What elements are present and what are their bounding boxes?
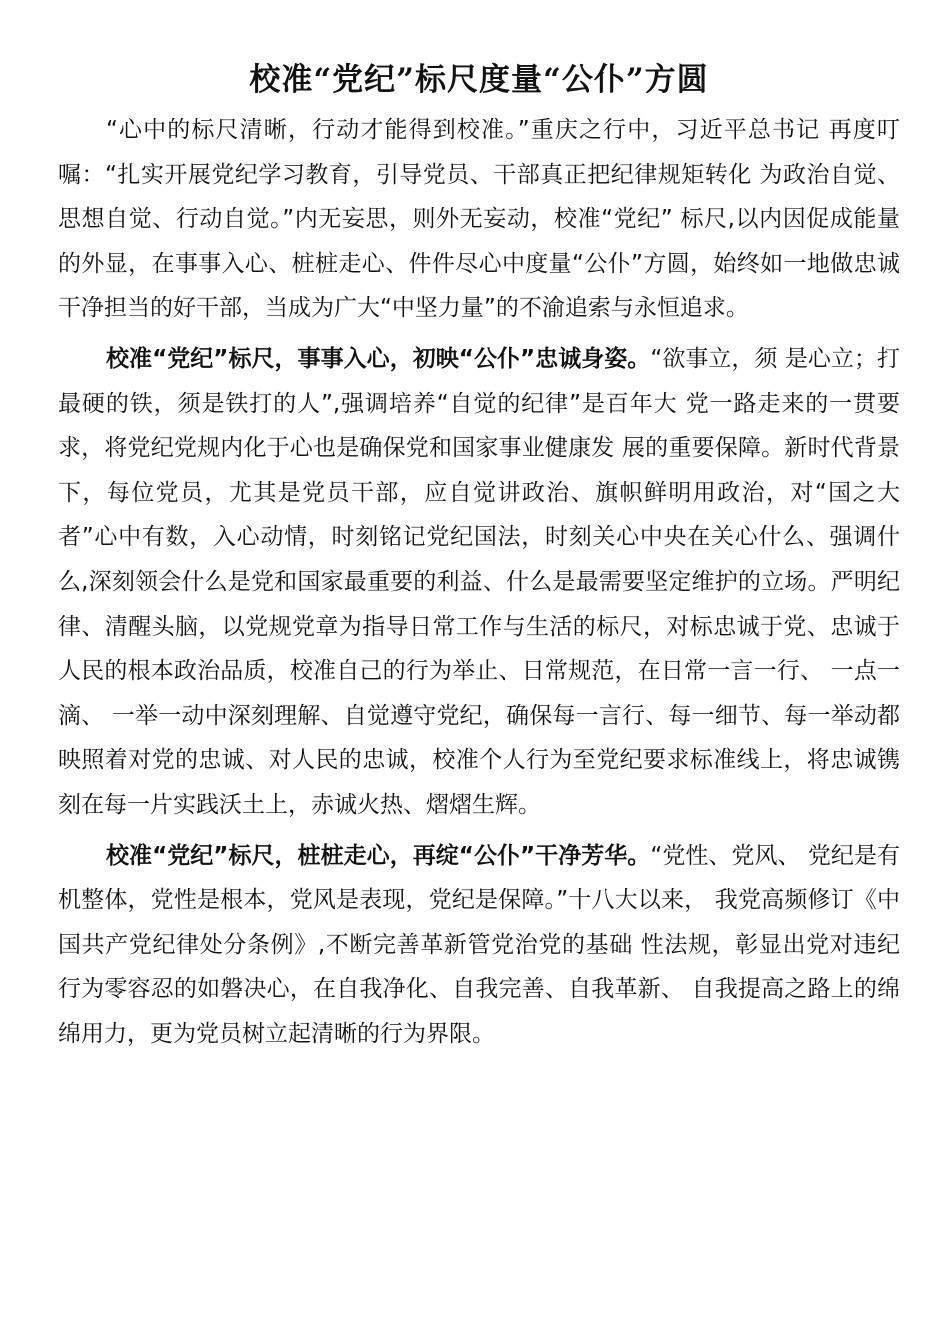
- paragraph-text: “党性、党风、 党纪是有机整体，党性是根本，党风是表现，党纪是保障。”十八大以来， 我党高频修订《中国共产党纪律处分条例》,不断完善革新管党治党的基础 性法规，彰显出党对违纪行为零容忍的如磐决心，在自我净化、自我完善、自我革新、 自我提高之路上的绵绵用力，更为党员树立起清晰的行为界限。: [58, 842, 900, 1047]
- paragraph-text: “欲事立，须 是心立；打最硬的铁，须是铁打的人”,强调培养“自觉的纪律”是百年大 党一路走来的一贯要求，将党纪党规内化于心也是确保党和国家事业健康发 展的重要保障。新时代背景下，每位党员，尤其是党员干部，应自觉讲政治、旗帜鲜明用政治，对“国之大者”心中有数，入心动情，时刻铭记党纪国法，时刻关心中央在关心什么、强调什么,深刻领会什么是党和国家最重要的利益、什么是最需要坚定维护的立场。严明纪律、清醒头脑，以党规党章为指导日常工作与生活的标尺，对标忠诚于党、忠诚于人民的根本政治品质，校准自己的行为举止、日常规范，在日常一言一行、 一点一滴、 一举一动中深刻理解、自觉遵守党纪，确保每一言行、每一细节、每一举动都映照着对党的忠诚、对人民的忠诚，校准个人行为至党纪要求标准线上，将忠诚镌刻在每一片实践沃土上，赤诚火热、熠熠生辉。: [58, 345, 900, 818]
- paragraph-2: [58, 337, 900, 828]
- paragraph-text: “心中的标尺清晰，行动才能得到校准。”重庆之行中，习近平总书记 再度叮嘱：“扎实开展党纪学习教育，引导党员、干部真正把纪律规矩转化 为政治自觉、思想自觉、行动自觉。”内无妄思，则外无妄动，校准“党纪” 标尺,以内因促成能量的外显，在事事入心、桩桩走心、件件尽心中度量“公仆”方圆，始终如一地做忠诚干净担当的好干部，当成为广大“中坚力量”的不渝追索与永恒追求。: [58, 117, 900, 322]
- paragraph-lead: 校准“党纪”标尺，事事入心，初映“公仆”忠诚身姿。: [106, 345, 651, 372]
- document-page: [58, 56, 900, 1062]
- paragraph-lead: 校准“党纪”标尺，桩桩走心，再绽“公仆”干净芳华。: [106, 842, 651, 869]
- paragraph-1: [58, 108, 900, 331]
- document-title: 校准“党纪”标尺度量“公仆”方圆: [249, 62, 709, 98]
- paragraph-3: [58, 834, 900, 1057]
